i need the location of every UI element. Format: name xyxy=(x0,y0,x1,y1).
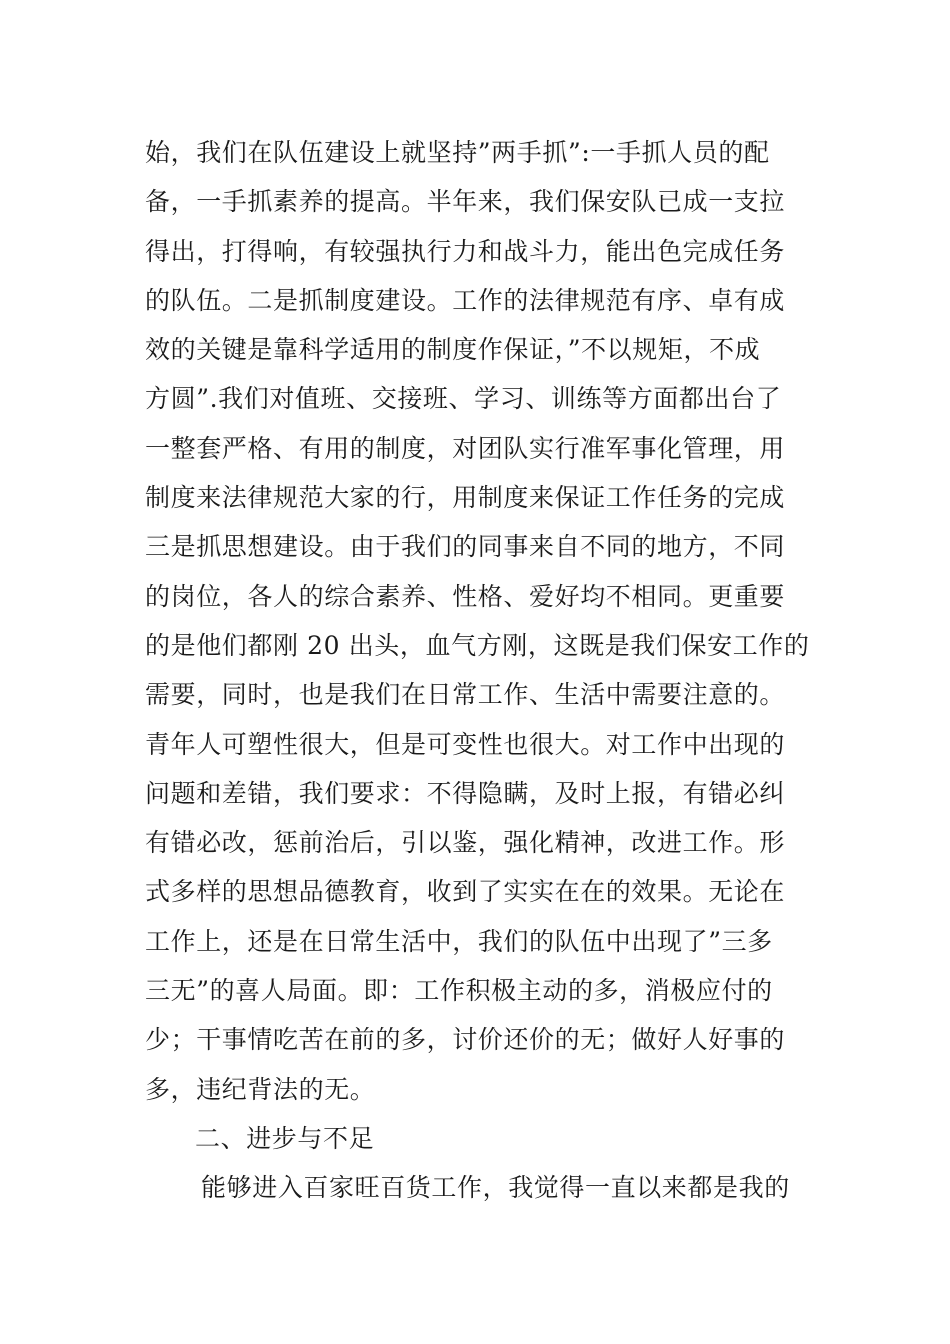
text-line: 有错必改，惩前治后，引以鉴，强化精神，改进工作。形 xyxy=(145,828,786,858)
body-text xyxy=(145,128,825,1213)
text-line: 多，违纪背法的无。 xyxy=(145,1074,376,1104)
text-line: 始，我们在队伍建设上就坚持”两手抓”:一手抓人员的配 xyxy=(145,138,770,167)
text-line: 的队伍。二是抓制度建设。工作的法律规范有序、卓有成 xyxy=(145,285,786,315)
text-line: 需要，同时，也是我们在日常工作、生活中需要注意的。 xyxy=(145,680,786,710)
text-line: 少；干事情吃苦在前的多，讨价还价的无；做好人好事的 xyxy=(145,1025,786,1055)
text-line: 效的关键是靠科学适用的制度作保证，”不以规矩，不成 xyxy=(145,335,761,365)
text-line: 方圆”.我们对值班、交接班、学习、训练等方面都出台了 xyxy=(145,384,782,414)
text-line: 三无”的喜人局面。即：工作积极主动的多，消极应付的 xyxy=(145,976,773,1006)
text-line: 备，一手抓素养的提高。半年来，我们保安队已成一支拉 xyxy=(145,187,786,217)
text-line: 的岗位，各人的综合素养、性格、爱好均不相同。更重要 xyxy=(145,581,786,611)
text-line: 三是抓思想建设。由于我们的同事来自不同的地方，不同 xyxy=(145,532,786,562)
text-line: 制度来法律规范大家的行，用制度来保证工作任务的完成 xyxy=(145,483,786,513)
paragraph-first-line: 能够进入百家旺百货工作，我觉得一直以来都是我的 xyxy=(201,1173,790,1203)
text-line: 式多样的思想品德教育，收到了实实在在的效果。无论在 xyxy=(145,877,786,907)
text-line: 的是他们都刚 20 出头，血气方刚，这既是我们保安工作的 xyxy=(145,630,810,660)
text-line: 得出，打得响，有较强执行力和战斗力，能出色完成任务 xyxy=(145,236,786,266)
text-line: 一整套严格、有用的制度，对团队实行准军事化管理，用 xyxy=(145,433,786,463)
text-line: 青年人可塑性很大，但是可变性也很大。对工作中出现的 xyxy=(145,729,786,759)
text-line: 工作上，还是在日常生活中，我们的队伍中出现了”三多 xyxy=(145,926,773,956)
text-line: 问题和差错，我们要求：不得隐瞒，及时上报，有错必纠 xyxy=(145,778,786,808)
section-heading: 二、进步与不足 xyxy=(195,1123,375,1153)
